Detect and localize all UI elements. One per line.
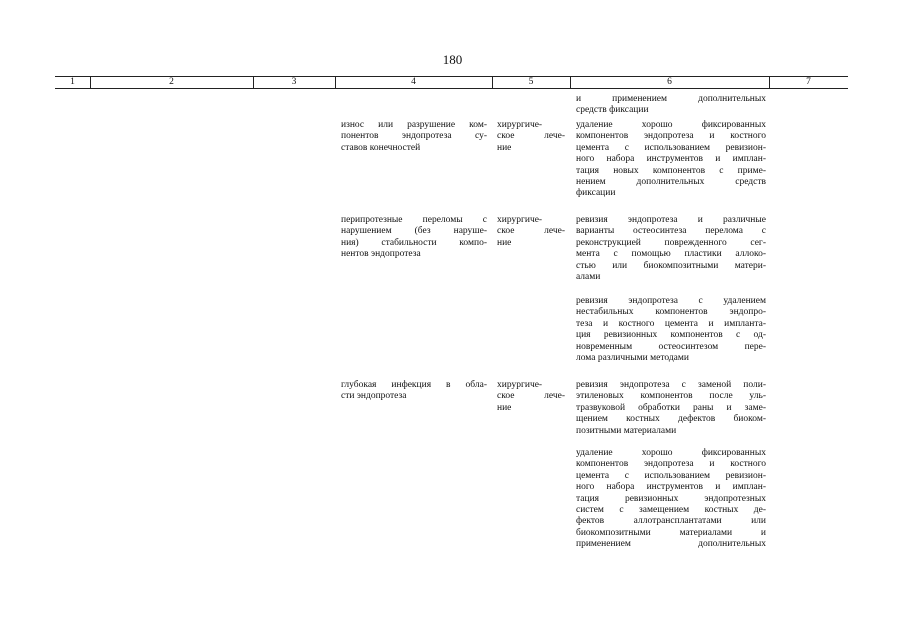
header-bottom-rule bbox=[55, 88, 848, 89]
text-line: удаление хорошо фиксированных bbox=[576, 120, 766, 130]
text-line: тация ревизионных эндопротезных bbox=[576, 493, 766, 504]
diagnosis-cell bbox=[341, 380, 487, 403]
text-line: биокомпозитными материалами и bbox=[576, 527, 766, 538]
text-line: ние bbox=[497, 402, 512, 413]
page-number: 180 bbox=[442, 52, 463, 67]
text-line: хирургиче- bbox=[497, 380, 543, 390]
text-line: щением костных дефектов биоком- bbox=[576, 414, 766, 425]
text-line: тразвуковой обработки раны и заме- bbox=[576, 402, 766, 413]
text-line: ного набора инструментов и имплан- bbox=[576, 482, 766, 493]
text-line: ставов конечностей bbox=[341, 142, 421, 153]
text-line: ревизия эндопротеза и различные bbox=[576, 215, 766, 225]
text-line: тация новых компонентов с приме- bbox=[576, 165, 766, 176]
header-col-6: 6 bbox=[667, 77, 672, 87]
header-col-3: 3 bbox=[291, 77, 297, 87]
text-line: ское лече- bbox=[497, 391, 565, 402]
treatment-type-cell bbox=[497, 120, 565, 154]
method-cell bbox=[576, 94, 766, 117]
text-line: мента с помощью пластики аллоко- bbox=[576, 249, 766, 260]
text-line: новременным остеосинтезом пере- bbox=[576, 341, 766, 352]
text-line: ного набора инструментов и имплан- bbox=[576, 154, 766, 165]
diagnosis-cell bbox=[341, 215, 487, 261]
text-line: реконструкцией поврежденного сег- bbox=[576, 237, 766, 248]
text-line: нентов эндопротеза bbox=[341, 249, 421, 260]
method-cell bbox=[576, 448, 766, 551]
method-cell bbox=[576, 215, 766, 283]
text-line: применением дополнительных bbox=[576, 539, 766, 550]
text-line: средств фиксации bbox=[576, 105, 649, 116]
text-line: ние bbox=[497, 142, 512, 153]
text-line: систем с замещением костных де- bbox=[576, 505, 766, 516]
header-col-1: 1 bbox=[70, 77, 75, 87]
text-line: варианты остеосинтеза перелома с bbox=[576, 226, 766, 237]
text-line: глубокая инфекция в обла- bbox=[341, 380, 487, 390]
text-line: сти эндопротеза bbox=[341, 391, 407, 402]
text-line: теза и костного цемента и импланта- bbox=[576, 318, 766, 329]
text-line: позитными материалами bbox=[576, 425, 677, 436]
treatment-type-cell bbox=[497, 380, 565, 414]
text-line: лома различными методами bbox=[576, 353, 689, 364]
treatment-type-cell bbox=[497, 215, 565, 249]
text-line: компонентов эндопротеза и костного bbox=[576, 459, 766, 470]
text-line: ция ревизионных компонентов с од- bbox=[576, 330, 766, 341]
method-cell bbox=[576, 296, 766, 364]
text-line: ревизия эндопротеза с заменой поли- bbox=[576, 380, 766, 390]
text-line: нением дополнительных средств bbox=[576, 177, 766, 188]
text-line: цемента с использованием ревизион- bbox=[576, 142, 766, 153]
header-col-2: 2 bbox=[169, 77, 174, 87]
text-line: понентов эндопротеза су- bbox=[341, 131, 487, 142]
text-line: нарушением (без наруше- bbox=[341, 226, 487, 237]
text-line: этиленовых компонентов после уль- bbox=[576, 391, 766, 402]
text-line: удаление хорошо фиксированных bbox=[576, 448, 766, 458]
text-line: фиксации bbox=[576, 188, 616, 199]
text-line: хирургиче- bbox=[497, 215, 543, 225]
header-col-7: 7 bbox=[806, 77, 811, 87]
text-line: стью или биокомпозитными матери- bbox=[576, 260, 766, 271]
text-line: и применением дополнительных bbox=[576, 94, 766, 104]
text-line: цемента с использованием ревизион- bbox=[576, 470, 766, 481]
method-cell bbox=[576, 120, 766, 200]
text-line: нестабильных компонентов эндопро- bbox=[576, 307, 766, 318]
diagnosis-cell bbox=[341, 120, 487, 154]
text-line: ревизия эндопротеза с удалением bbox=[576, 296, 766, 306]
text-line: алами bbox=[576, 272, 601, 283]
text-line: ние bbox=[497, 237, 512, 248]
text-line: компонентов эндопротеза и костного bbox=[576, 131, 766, 142]
text-line: ния) стабильности компо- bbox=[341, 237, 487, 248]
text-line: перипротезные переломы с bbox=[341, 215, 487, 225]
text-line: ское лече- bbox=[497, 226, 565, 237]
header-col-4: 4 bbox=[411, 77, 416, 87]
method-cell bbox=[576, 380, 766, 437]
text-line: износ или разрушение ком- bbox=[341, 120, 487, 130]
text-line: ское лече- bbox=[497, 131, 565, 142]
text-line: фектов аллотрансплантатами или bbox=[576, 516, 766, 527]
text-line: хирургиче- bbox=[497, 120, 543, 130]
header-col-5: 5 bbox=[528, 77, 534, 87]
